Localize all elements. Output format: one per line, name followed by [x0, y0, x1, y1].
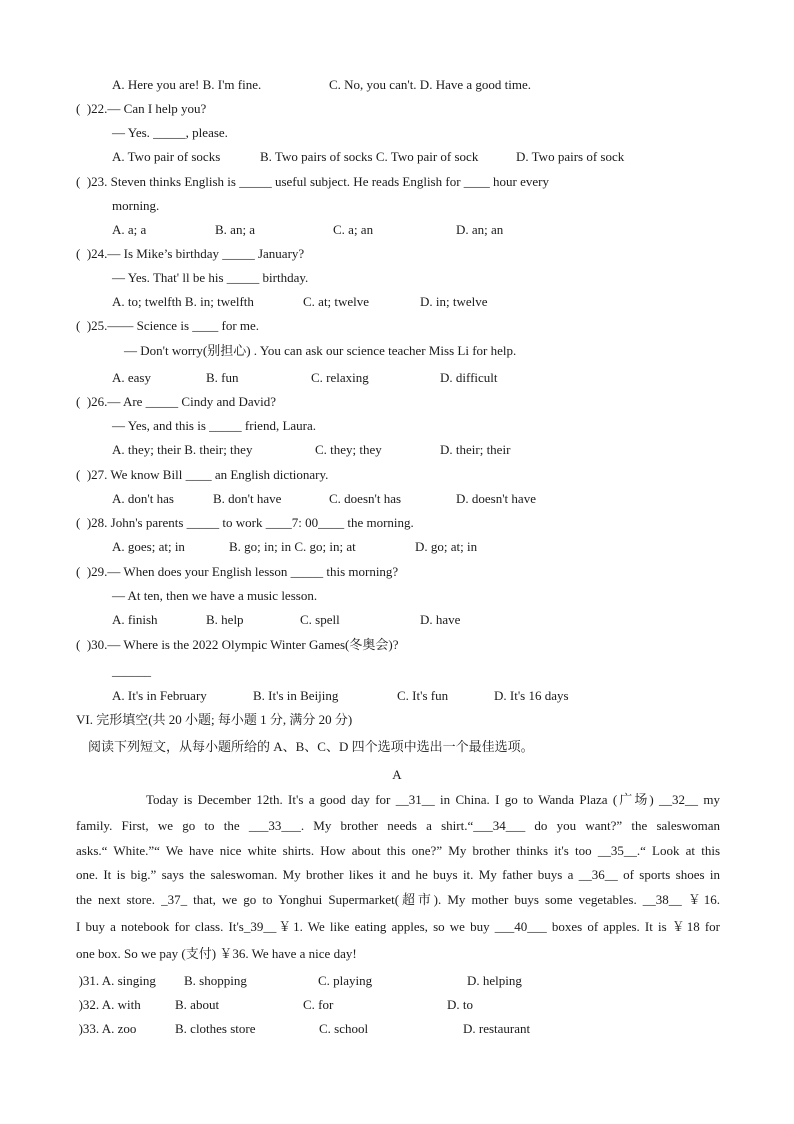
q30-option: D. It's 16 days	[494, 688, 569, 703]
cloze-option: C. for	[303, 997, 334, 1012]
q22-option: A. Two pair of socks	[112, 149, 221, 164]
passage-line: Today is December 12th. It's a good day for __31__ in China. I go to Wanda Plaza (广场) __32__ my	[146, 792, 720, 807]
cloze-option: D. to	[447, 997, 473, 1012]
passage-line: one. It is big.” says the saleswoman. My brother likes it and he buys it. My father buys a __36__ of sports shoes in	[76, 867, 720, 882]
q30-option: B. It's in Beijing	[253, 688, 339, 703]
q27-option: D. doesn't have	[456, 491, 536, 506]
q21-option-ab: A. Here you are! B. I'm fine.	[112, 77, 262, 92]
q29-option: D. have	[420, 612, 461, 627]
q23-option: C. a; an	[333, 222, 374, 237]
cloze-option: B. clothes store	[175, 1021, 256, 1036]
passage-line: I buy a notebook for class. It's_39__￥1. We like eating apples, so we buy ___40___ boxes of apples. It is ￥18 for	[76, 919, 720, 934]
q25-option: C. relaxing	[311, 370, 369, 385]
q30-answer-blank: ______	[112, 663, 151, 678]
q29-option: C. spell	[300, 612, 340, 627]
q25-line2: — Don't worry(别担心) . You can ask our science teacher Miss Li for help.	[124, 343, 517, 358]
cloze-option: D. restaurant	[463, 1021, 531, 1036]
passage-line: asks.“ White.”“ We have nice white shirts. How about this one?” My brother thinks it's too __35__.“ Look at this	[76, 843, 720, 858]
q27-option: B. don't have	[213, 491, 282, 506]
passage-line: family. First, we go to the ___33___. My brother needs a shirt.“___34___ do you want?” the saleswoman	[76, 818, 720, 833]
q26-line2: — Yes, and this is _____ friend, Laura.	[112, 418, 317, 433]
q30-stem: ( )30.— Where is the 2022 Olympic Winter Games(冬奥会)?	[76, 637, 399, 652]
q22-line2: — Yes. _____, please.	[112, 125, 228, 140]
q26-stem: ( )26.— Are _____ Cindy and David?	[76, 394, 277, 409]
cloze-option: D. helping	[467, 973, 522, 988]
q29-line2: — At ten, then we have a music lesson.	[112, 588, 318, 603]
section-heading: VI. 完形填空(共 20 小题; 每小题 1 分, 满分 20 分)	[76, 712, 353, 727]
q23-line2: morning.	[112, 198, 160, 213]
q24-stem: ( )24.— Is Mike’s birthday _____ January?	[76, 246, 305, 261]
q24-option: A. to; twelfth B. in; twelfth	[112, 294, 254, 309]
q28-option: B. go; in; in C. go; in; at	[229, 539, 356, 554]
q22-stem: ( )22.— Can I help you?	[76, 101, 207, 116]
q26-option: D. their; their	[440, 442, 511, 457]
q23-option: A. a; a	[112, 222, 147, 237]
q27-option: C. doesn't has	[329, 491, 402, 506]
q23-stem: ( )23. Steven thinks English is _____ useful subject. He reads English for ____ hour every	[76, 174, 549, 189]
q23-option: B. an; a	[215, 222, 256, 237]
cloze-option: )33. A. zoo	[76, 1021, 137, 1036]
q27-stem: ( )27. We know Bill ____ an English dictionary.	[76, 467, 329, 482]
cloze-option: )31. A. singing	[76, 973, 156, 988]
q30-option: A. It's in February	[112, 688, 207, 703]
cloze-option: C. school	[319, 1021, 369, 1036]
q24-option: D. in; twelve	[420, 294, 488, 309]
q28-option: A. goes; at; in	[112, 539, 185, 554]
cloze-option: )32. A. with	[76, 997, 141, 1012]
passage-line: the next store. _37_ that, we go to Yonghui Supermarket(超市). My mother buys some vegetables. __38__ ￥16.	[76, 892, 720, 907]
cloze-option: C. playing	[318, 973, 373, 988]
q29-option: A. finish	[112, 612, 158, 627]
cloze-option: B. shopping	[184, 973, 247, 988]
q29-stem: ( )29.— When does your English lesson _____ this morning?	[76, 564, 399, 579]
q28-option: D. go; at; in	[415, 539, 478, 554]
q22-option: D. Two pairs of sock	[516, 149, 625, 164]
q29-option: B. help	[206, 612, 244, 627]
q27-option: A. don't has	[112, 491, 174, 506]
q23-option: D. an; an	[456, 222, 504, 237]
q24-line2: — Yes. That' ll be his _____ birthday.	[112, 270, 309, 285]
q25-stem: ( )25.—— Science is ____ for me.	[76, 318, 260, 333]
q25-option: B. fun	[206, 370, 239, 385]
q26-option: A. they; their B. their; they	[112, 442, 253, 457]
q25-option: A. easy	[112, 370, 151, 385]
q21-option-cd: C. No, you can't. D. Have a good time.	[329, 77, 531, 92]
q26-option: C. they; they	[315, 442, 382, 457]
q22-option: B. Two pairs of socks C. Two pair of sock	[260, 149, 479, 164]
cloze-option: B. about	[175, 997, 220, 1012]
q28-stem: ( )28. John's parents _____ to work ____7: 00____ the morning.	[76, 515, 414, 530]
section-instruction: 阅读下列短文，从每小题所给的 A、B、C、D 四个选项中选出一个最佳选项。	[88, 739, 534, 754]
passage-line: one box. So we pay (支付) ￥36. We have a nice day!	[76, 946, 357, 961]
q30-option: C. It's fun	[397, 688, 449, 703]
q25-option: D. difficult	[440, 370, 498, 385]
q24-option: C. at; twelve	[303, 294, 370, 309]
passage-label: A	[392, 767, 402, 782]
